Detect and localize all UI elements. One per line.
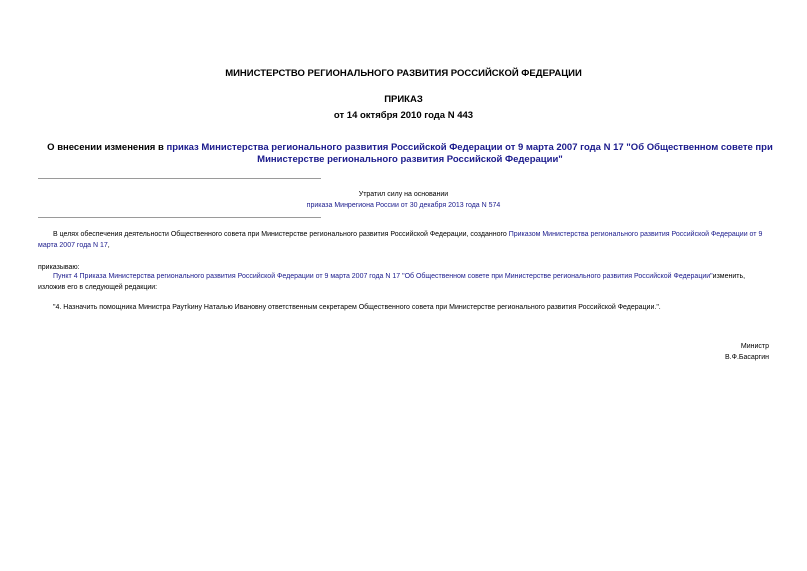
- preamble-link[interactable]: Приказом Министерства регионального развития Российской Федерации от 9 марта 2007 года N 17: [38, 231, 763, 249]
- preamble-text: В целях обеспечения деятельности Общественного совета при Министерстве регионального развития Российской Федерации, созданного: [53, 231, 509, 238]
- doc-date-number: от 14 октября 2010 года N 443: [333, 110, 474, 121]
- status-link-wrap: [0, 202, 807, 209]
- divider-top: [38, 178, 321, 179]
- status-link[interactable]: приказа Минрегиона России от 30 декабря 2013 года N 574: [306, 202, 501, 209]
- paragraph-preamble: [38, 229, 773, 251]
- subject-prefix: О внесении изменения в: [47, 142, 167, 153]
- signature-title: Министр: [740, 343, 769, 350]
- paragraph-order: приказываю:: [38, 264, 80, 271]
- subject-link[interactable]: приказ Министерства регионального развития Российской Федерации от 9 марта 2007 года N 17 "Об Общественном совете при Министерстве регионального развития Российской Федерации": [166, 142, 773, 165]
- doc-type: ПРИКАЗ: [384, 94, 423, 105]
- paragraph-new-wording: "4. Назначить помощника Министра Раутkину Наталью Ивановну ответственным секретарем Общественного совета при Министерстве регионального развития Российской Федерации.".: [53, 304, 661, 311]
- signature-name: В.Ф.Басаргин: [725, 354, 769, 361]
- ministry-title: МИНИСТЕРСТВО РЕГИОНАЛЬНОГО РАЗВИТИЯ РОССИЙСКОЙ ФЕДЕРАЦИИ: [225, 68, 582, 79]
- doc-subject: [40, 142, 780, 166]
- preamble-end: ,: [107, 242, 110, 249]
- paragraph-change: [38, 271, 773, 293]
- change-text: изменить, изложив его в следующей редакции:: [38, 273, 746, 291]
- divider-bottom: [38, 217, 321, 218]
- status-line: Утратил силу на основании: [358, 191, 449, 198]
- change-link[interactable]: Пункт 4 Приказа Министерства регионального развития Российской Федерации от 9 марта 2007 года N 17 "Об Общественном совете при Министерстве регионального развития Российской Федерации": [53, 273, 713, 280]
